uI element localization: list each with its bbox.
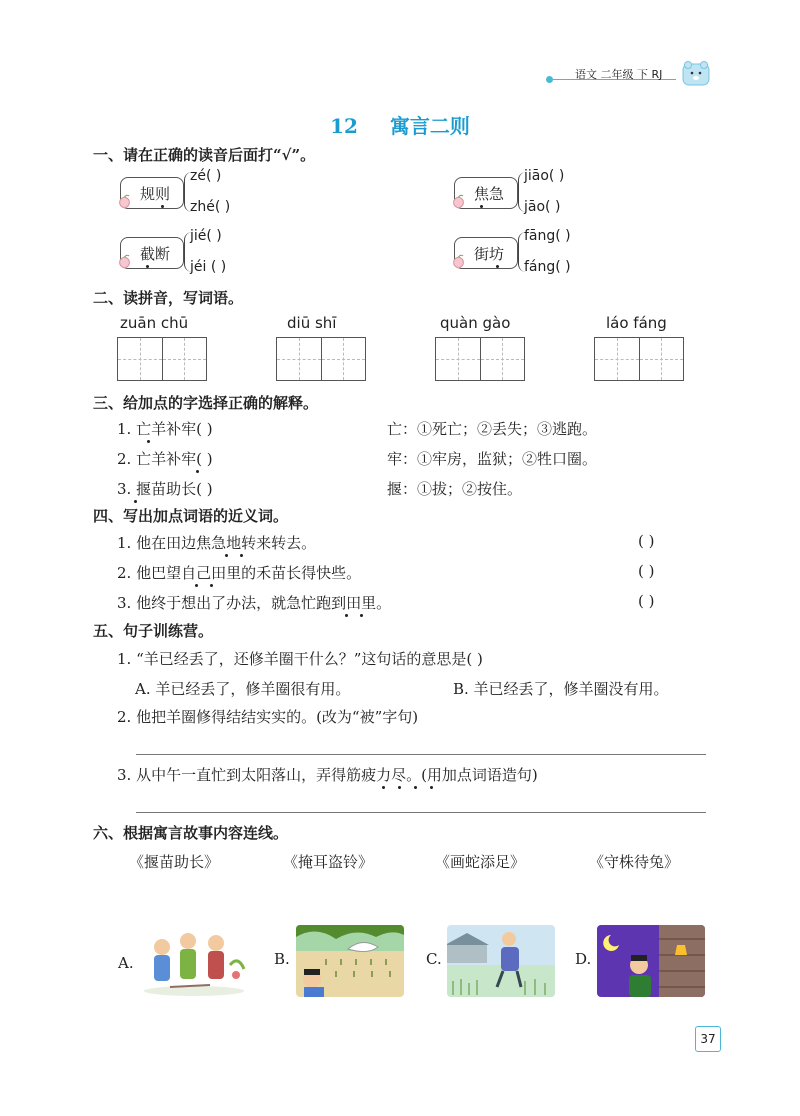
sec5-question-3: 3. 从中午一直忙到太阳落山，弄得筋疲力尽。(用加点词语造句) — [117, 766, 538, 784]
emphasis-dot — [496, 265, 499, 268]
story-picture-a — [140, 925, 248, 997]
emphasis-dot — [146, 265, 149, 268]
emphasis-dot — [134, 500, 137, 503]
sec3-item-1: 1. 亡羊补牢( ) — [117, 420, 213, 438]
pinyin-4: láo fáng — [606, 314, 667, 332]
sec5-option-a: A. 羊已经丢了，修羊圈很有用。 — [135, 680, 351, 698]
emphasis-dot — [240, 554, 243, 557]
section6-heading: 六、根据寓言故事内容连线。 — [93, 824, 289, 842]
emphasis-dot — [382, 786, 385, 789]
emphasis-dot — [398, 786, 401, 789]
pinyin-2: diū shī — [287, 314, 337, 332]
picture-label-c: C. — [426, 950, 442, 968]
sec4-item-2: 2. 他巴望自己田里的禾苗长得快些。 — [117, 564, 362, 582]
emphasis-dot — [480, 205, 483, 208]
sec3-item-3: 3. 揠苗助长( ) — [117, 480, 213, 498]
sec5-option-b: B. 羊已经丢了，修羊圈没有用。 — [453, 680, 669, 698]
sec5-question-1: 1. “羊已经丢了，还修羊圈干什么？”这句话的意思是( ) — [117, 650, 483, 668]
peach-icon — [117, 194, 132, 209]
writing-grid-3[interactable] — [435, 337, 525, 381]
header-text: 语文 二年级 下 RJ — [575, 68, 663, 81]
option-1b: zhé( ) — [190, 199, 231, 215]
emphasis-dot — [345, 614, 348, 617]
option-3a: jié( ) — [190, 228, 222, 244]
story-picture-b — [296, 925, 404, 997]
bear-icon — [682, 60, 710, 86]
pinyin-3: quàn gào — [440, 314, 511, 332]
lesson-name: 寓言二则 — [389, 114, 470, 138]
section1-heading: 一、请在正确的读音后面打“√”。 — [93, 146, 316, 164]
option-2b: jāo( ) — [524, 199, 561, 215]
section2-heading: 二、读拼音，写词语。 — [93, 289, 244, 307]
word-4: 街坊 — [474, 245, 505, 263]
emphasis-dot — [360, 614, 363, 617]
option-4a: fāng( ) — [524, 228, 571, 244]
sec3-def-1: 亡：①死亡；②丢失；③逃跑。 — [387, 420, 598, 438]
emphasis-dot — [430, 786, 433, 789]
page-number: 37 — [695, 1026, 721, 1052]
sec4-item-3: 3. 他终于想出了办法，就急忙跑到田里。 — [117, 594, 392, 612]
sec4-item-1: 1. 他在田边焦急地转来转去。 — [117, 534, 317, 552]
word-2: 焦急 — [474, 185, 505, 203]
answer-line-1[interactable] — [136, 754, 706, 755]
writing-grid-1[interactable] — [117, 337, 207, 381]
emphasis-dot — [210, 584, 213, 587]
emphasis-dot — [196, 470, 199, 473]
lesson-title — [0, 110, 800, 139]
header-dot — [546, 76, 553, 83]
lesson-number: 12 — [330, 114, 358, 138]
emphasis-dot — [414, 786, 417, 789]
writing-grid-2[interactable] — [276, 337, 366, 381]
story-title-3: 《画蛇添足》 — [435, 853, 526, 871]
word-1: 规则 — [140, 185, 171, 203]
peach-icon — [451, 254, 466, 269]
sec3-item-2: 2. 亡羊补牢( ) — [117, 450, 213, 468]
story-title-4: 《守株待兔》 — [589, 853, 680, 871]
writing-grid-4[interactable] — [594, 337, 684, 381]
word-3: 截断 — [140, 245, 171, 263]
sec3-def-2: 牢：①牢房，监狱；②牲口圈。 — [387, 450, 598, 468]
story-picture-d — [597, 925, 705, 997]
sec4-blank-3[interactable]: ( ) — [638, 592, 655, 610]
sec4-blank-1[interactable]: ( ) — [638, 532, 655, 550]
story-title-1: 《揠苗助长》 — [129, 853, 220, 871]
emphasis-dot — [161, 205, 164, 208]
story-picture-c — [447, 925, 555, 997]
emphasis-dot — [225, 554, 228, 557]
picture-label-d: D. — [575, 950, 592, 968]
peach-icon — [117, 254, 132, 269]
emphasis-dot — [195, 584, 198, 587]
section5-heading: 五、句子训练营。 — [93, 622, 214, 640]
option-4b: fáng( ) — [524, 259, 571, 275]
story-title-2: 《掩耳盗铃》 — [283, 853, 374, 871]
sec3-def-3: 揠：①拔；②按住。 — [387, 480, 523, 498]
option-3b: jéi ( ) — [190, 259, 227, 275]
section3-heading: 三、给加点的字选择正确的解释。 — [93, 394, 319, 412]
answer-line-2[interactable] — [136, 812, 706, 813]
sec5-question-2: 2. 他把羊圈修得结结实实的。(改为“被”字句) — [117, 708, 419, 726]
option-1a: zé( ) — [190, 168, 222, 184]
picture-label-b: B. — [274, 950, 290, 968]
option-2a: jiāo( ) — [524, 168, 565, 184]
picture-label-a: A. — [118, 954, 134, 972]
sec4-blank-2[interactable]: ( ) — [638, 562, 655, 580]
peach-icon — [451, 194, 466, 209]
section4-heading: 四、写出加点词语的近义词。 — [93, 507, 289, 525]
pinyin-1: zuān chū — [120, 314, 189, 332]
emphasis-dot — [147, 440, 150, 443]
